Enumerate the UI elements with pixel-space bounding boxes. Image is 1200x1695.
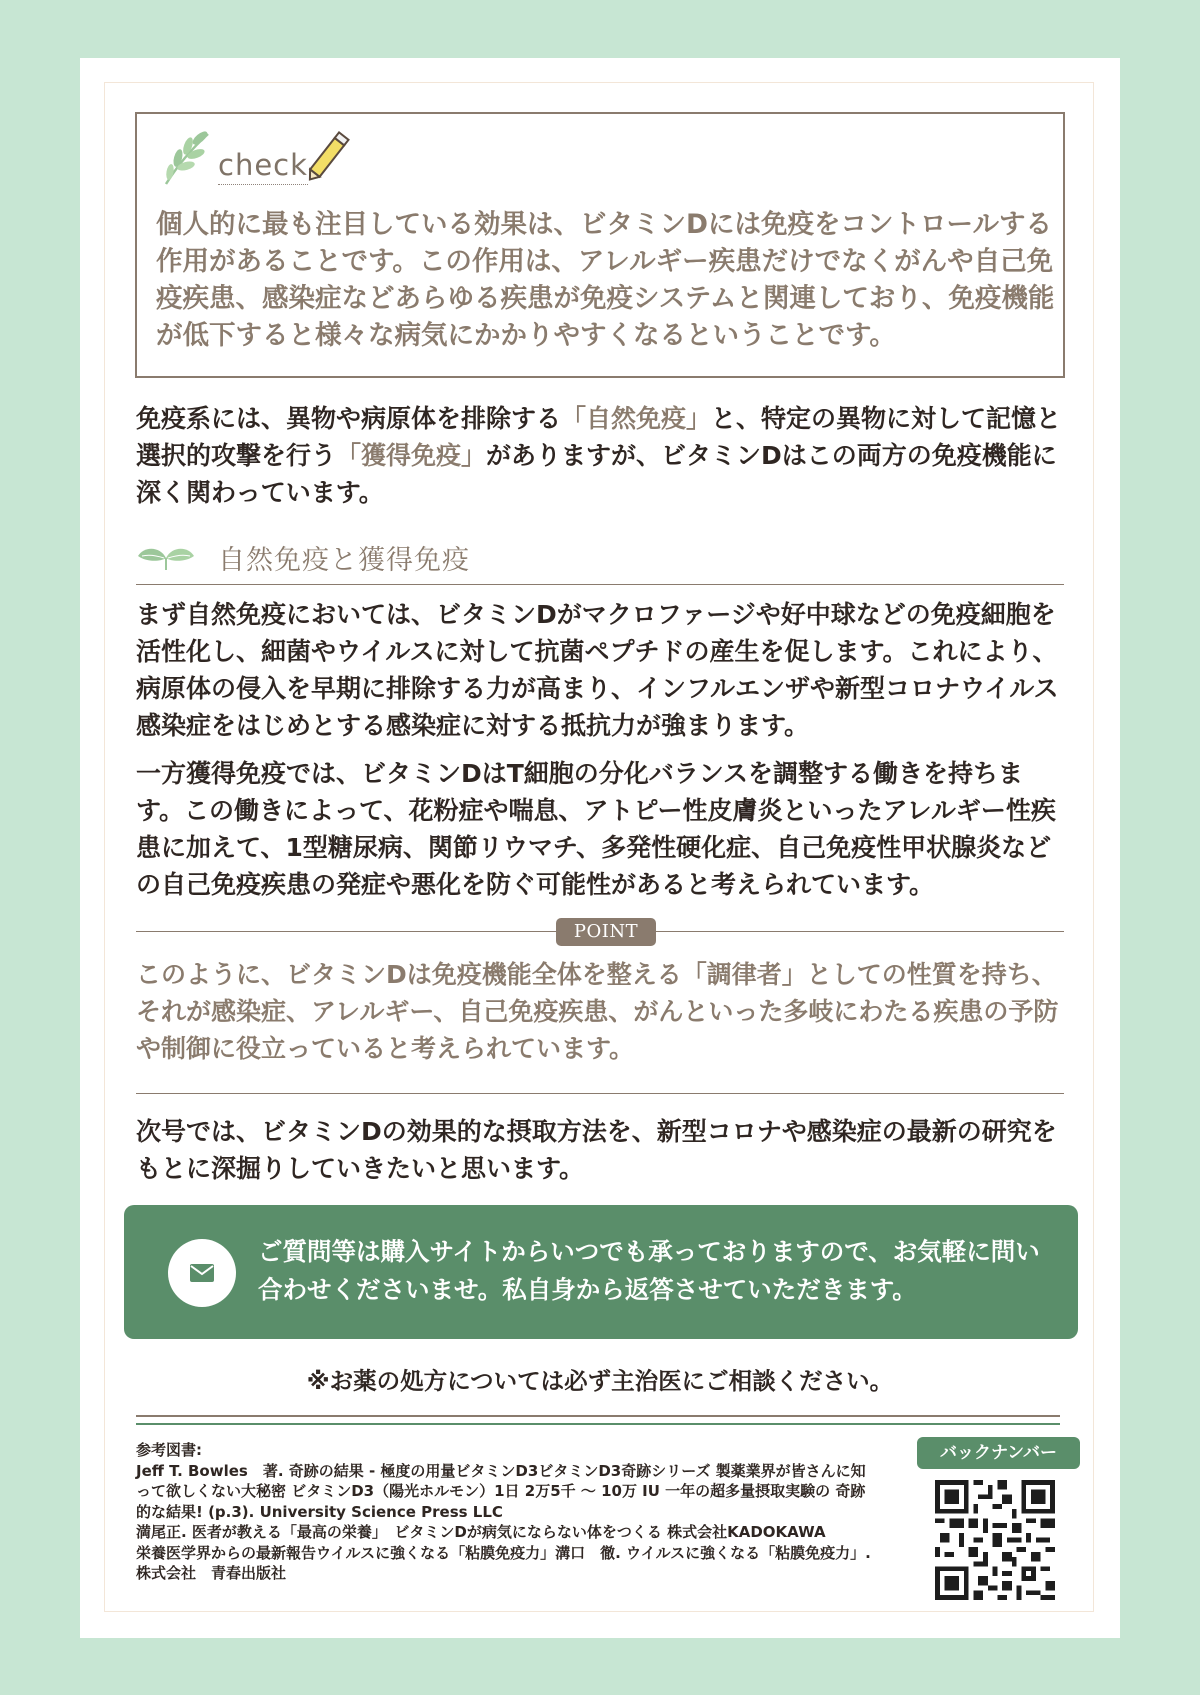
mail-icon — [189, 1263, 215, 1283]
intro-text-1: 免疫系には、異物や病原体を排除する — [136, 404, 562, 433]
intro-text-3: がありますが、ビタミンDはこの両方の免疫機能に深く関わっています。 — [136, 441, 1057, 507]
prescription-notice: ※お薬の処方については必ず主治医にご相談ください。 — [306, 1367, 894, 1395]
acquired-immunity-paragraph: 一方獲得免疫では、ビタミンDはT細胞の分化バランスを調整する働きを持ちます。この働きによって、花粉症や喘息、アトピー性皮膚炎といったアレルギー性疾患に加えて、1型糖尿病、関節リウマチ、多発性硬化症、自己免疫性甲状腺炎などの自己免疫疾患の発症や悪化を防ぐ可能性があると考えられています。 — [136, 759, 1056, 899]
reference-item: 満尾正. 医者が教える「最高の栄養」 ビタミンDが病気にならない体をつくる 株式会社KADOKAWA — [136, 1523, 826, 1541]
references-title: 参考図書: — [136, 1441, 202, 1459]
intro-paragraph — [136, 400, 1064, 511]
next-issue-text: 次号では、ビタミンDの効果的な摂取方法を、新型コロナや感染症の最新の研究をもとに深掘りしていきたいと思います。 — [136, 1117, 1057, 1183]
mail-icon-circle — [168, 1239, 236, 1307]
section-title: 自然免疫と獲得免疫 — [218, 545, 470, 576]
qr-code-icon[interactable] — [935, 1480, 1055, 1600]
point-divider-bottom — [136, 1093, 1064, 1094]
reference-item: Jeff T. Bowles 著. 奇跡の結果 - 極度の用量ビタミンD3ビタミンD3奇跡シリーズ 製薬業界が皆さんに知って欲しくない大秘密 ビタミンD3（陽光ホルモン）1日 2万5千 ～ 10万 IU 一年の超多量摂取実験の 奇跡的な結果! (p.3). University Science Press LLC — [136, 1461, 866, 1521]
highlight-acquired-immunity: 「獲得免疫」 — [336, 441, 487, 470]
sprout-icon — [136, 544, 196, 572]
contact-box — [124, 1205, 1078, 1339]
point-text: このように、ビタミンDは免疫機能全体を整える「調律者」としての性質を持ち、それが感染症、アレルギー、自己免疫疾患、がんといった多岐にわたる疾患の予防や制御に役立っていると考えられています。 — [136, 960, 1059, 1063]
double-divider — [136, 1415, 1060, 1425]
point-badge: POINT — [556, 918, 656, 946]
reference-item: 栄養医学界からの最新報告ウイルスに強くなる「粘膜免疫力」溝口 徹. ウイルスに強くなる「粘膜免疫力」. 株式会社 青春出版社 — [136, 1543, 871, 1582]
leaf-icon — [160, 128, 216, 188]
intro-text-2: と、特定の異物に対して記憶と選択的攻撃を行う — [136, 404, 1062, 470]
section-heading — [136, 532, 1064, 585]
innate-immunity-paragraph: まず自然免疫においては、ビタミンDがマクロファージや好中球などの免疫細胞を活性化し、細菌やウイルスに対して抗菌ペプチドの産生を促します。これにより、病原体の侵入を早期に排除する力が高まり、インフルエンザや新型コロナウイルス感染症をはじめとする感染症に対する抵抗力が強まります。 — [136, 600, 1059, 740]
back-number-label[interactable]: バックナンバー — [917, 1437, 1080, 1469]
check-text: 個人的に最も注目している効果は、ビタミンDには免疫をコントロールする作用があることです。この作用は、アレルギー疾患だけでなくがんや自己免疫疾患、感染症などあらゆる疾患が免疫システムと関連しており、免疫機能が低下すると様々な病気にかかりやすくなるということです。 — [156, 209, 1055, 351]
highlight-innate-immunity: 「自然免疫」 — [561, 404, 712, 433]
check-label: check — [218, 150, 308, 185]
references — [136, 1440, 876, 1584]
contact-text: ご質問等は購入サイトからいつでも承っておりますので、お気軽に問い合わせくださいませ。私自身から返答させていただきます。 — [258, 1237, 1040, 1304]
